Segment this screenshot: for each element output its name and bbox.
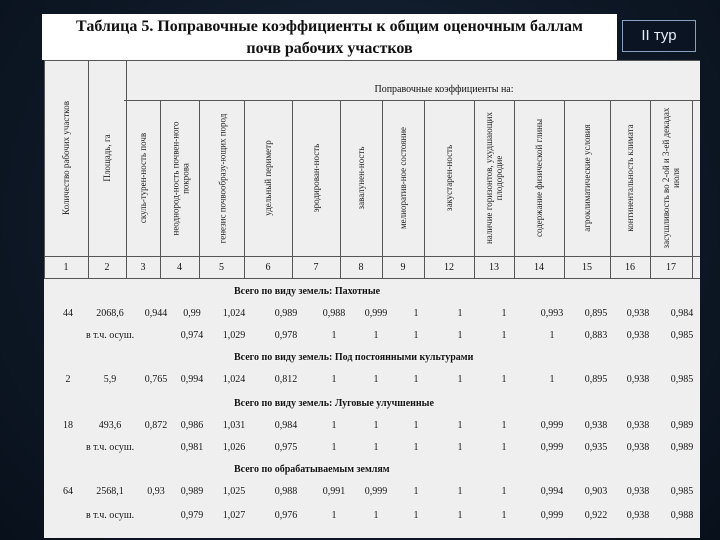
header-num-13: 13: [489, 262, 499, 273]
title-line-2: почв рабочих участков: [246, 40, 413, 57]
row-r3b-cell-7: 1: [373, 442, 379, 453]
row-r1-cell-3: 0,99: [183, 308, 201, 319]
header-vline-15: [692, 100, 693, 278]
row-r4-cell-14: 0,985: [670, 486, 694, 497]
row-r3-cell-11: 0,999: [540, 420, 564, 431]
header-num-4: 4: [177, 262, 182, 273]
row-r1b-cell-5: 0,978: [274, 330, 298, 341]
row-r4-cell-2: 0,93: [147, 486, 165, 497]
header-num-2: 2: [104, 262, 110, 273]
row-r1-cell-5: 0,989: [274, 308, 298, 319]
row-r3-cell-0: 18: [63, 420, 73, 431]
row-r2-cell-4: 1,024: [222, 374, 246, 385]
header-num-8: 8: [358, 262, 364, 273]
row-r3b-cell-13: 0,938: [626, 442, 650, 453]
row-r3-cell-2: 0,872: [144, 420, 168, 431]
nums-bottom-line: [44, 278, 700, 279]
header-col9: мелиоратив-ное состояние: [398, 126, 408, 230]
header-top-line: [44, 60, 700, 61]
row-r1-cell-6: 0,988: [322, 308, 346, 319]
row-r2-cell-14: 0,985: [670, 374, 694, 385]
row-r3-cell-1: 493,6: [98, 420, 122, 431]
header-col12: закустарен-ность: [444, 144, 454, 212]
header-col14: содержание физической глины: [534, 118, 544, 238]
row-r4b-cell-3: 0,979: [180, 510, 204, 521]
row-r2-cell-0: 2: [65, 374, 71, 385]
row-r4b-cell-12: 0,922: [584, 510, 608, 521]
title-line-1: Таблица 5. Поправочные коэффициенты к общим оценочным баллам: [76, 18, 583, 35]
row-r3b-cell-5: 0,975: [274, 442, 298, 453]
row-r3b-cell-14: 0,989: [670, 442, 694, 453]
row-r4-cell-13: 0,938: [626, 486, 650, 497]
row-r4-cell-9: 1: [457, 486, 463, 497]
section-s1: Всего по виду земель: Пахотные: [234, 286, 381, 297]
row-r1b-cell-6: 1: [331, 330, 337, 341]
header-num-5: 5: [219, 262, 224, 273]
row-r4-cell-10: 1: [501, 486, 507, 497]
row-r2-cell-9: 1: [457, 374, 463, 385]
row-r1-cell-8: 1: [413, 308, 419, 319]
header-col3: скуль-турен-ность почв: [138, 132, 148, 224]
header-col17: засушливость во 2-ой и 3-ей декадах июля: [661, 107, 681, 249]
row-r3-cell-10: 1: [501, 420, 507, 431]
row-r4b-cell-7: 1: [373, 510, 379, 521]
row-r1-cell-1: 2068,6: [96, 308, 124, 319]
header-num-9: 9: [400, 262, 406, 273]
header-num-3: 3: [140, 262, 146, 273]
row-r1-cell-10: 1: [501, 308, 507, 319]
row-r3b-cell-12: 0,935: [584, 442, 608, 453]
header-num-15: 15: [582, 262, 592, 273]
row-r4-cell-12: 0,903: [584, 486, 608, 497]
row-r2-cell-2: 0,765: [144, 374, 168, 385]
row-r1-cell-14: 0,984: [670, 308, 694, 319]
row-r1b-cell-8: 1: [413, 330, 419, 341]
row-r1-cell-12: 0,895: [584, 308, 608, 319]
row-r3-cell-7: 1: [373, 420, 379, 431]
row-r3b-cell-8: 1: [413, 442, 419, 453]
row-r1b-cell-9: 1: [457, 330, 463, 341]
row-r4b-cell-14: 0,988: [670, 510, 694, 521]
row-r3-cell-4: 1,031: [222, 420, 246, 431]
tour-badge: II тур: [622, 20, 696, 52]
row-r1b-cell-13: 0,938: [626, 330, 650, 341]
row-r2-cell-13: 0,938: [626, 374, 650, 385]
row-r2-cell-6: 1: [331, 374, 337, 385]
header-col1: Количество рабочих участков: [61, 101, 71, 215]
header-num-12: 12: [444, 262, 454, 273]
row-r1-cell-9: 1: [457, 308, 463, 319]
header-col8: завалунен-ность: [356, 146, 366, 210]
header-num-7: 7: [313, 262, 319, 273]
row-r3-cell-8: 1: [413, 420, 419, 431]
row-r3b-cell-3: 0,981: [180, 442, 204, 453]
row-r4b-cell-5: 0,976: [274, 510, 298, 521]
header-num-1: 1: [63, 262, 69, 273]
row-r4b-cell-9: 1: [457, 510, 463, 521]
row-r2-cell-10: 1: [501, 374, 507, 385]
row-r3b-cell-9: 1: [457, 442, 463, 453]
row-r4-cell-5: 0,988: [274, 486, 298, 497]
row-r3b-cell-10: 1: [501, 442, 507, 453]
row-r3-cell-5: 0,984: [274, 420, 298, 431]
row-r3-cell-3: 0,986: [180, 420, 204, 431]
row-r4b-label: в т.ч. осуш.: [85, 510, 135, 521]
header-bottom-line: [44, 256, 700, 257]
header-col13: наличие горизонтов, ухудшающих плодородие: [484, 111, 504, 245]
page-title: [42, 16, 617, 60]
section-s3: Всего по виду земель: Луговые улучшенные: [234, 398, 434, 409]
row-r4b-cell-8: 1: [413, 510, 419, 521]
row-r3b-cell-6: 1: [331, 442, 337, 453]
row-r4-cell-6: 0,991: [322, 486, 346, 497]
row-r3-cell-14: 0,989: [670, 420, 694, 431]
row-r1b-cell-14: 0,985: [670, 330, 694, 341]
row-r1b-cell-4: 1,029: [222, 330, 246, 341]
row-r1b-cell-12: 0,883: [584, 330, 608, 341]
header-col7: эродирован-ность: [311, 143, 321, 213]
row-r2-cell-12: 0,895: [584, 374, 608, 385]
header-col4: неоднород-ность почвен-ного покрова: [169, 121, 190, 235]
row-r3b-cell-4: 1,026: [222, 442, 246, 453]
row-r4-cell-0: 64: [63, 486, 73, 497]
row-r4-cell-1: 2568,1: [96, 486, 124, 497]
row-r2-cell-3: 0,994: [180, 374, 204, 385]
row-r1-cell-2: 0,944: [144, 308, 168, 319]
row-r3-cell-6: 1: [331, 420, 337, 431]
row-r2-cell-8: 1: [413, 374, 419, 385]
row-r2-cell-1: 5,9: [103, 374, 117, 385]
header-col5: генезис почвообразу-ющих пород: [216, 113, 227, 243]
row-r1-cell-11: 0,993: [540, 308, 564, 319]
row-r1-cell-7: 0,999: [364, 308, 388, 319]
row-r4b-cell-11: 0,999: [540, 510, 564, 521]
row-r4b-cell-4: 1,027: [222, 510, 246, 521]
row-r4-cell-11: 0,994: [540, 486, 564, 497]
row-r4-cell-3: 0,989: [180, 486, 204, 497]
header-col16: континентальность климата: [625, 124, 635, 232]
document-table: [44, 60, 700, 538]
header-col15: агроклиматические условия: [582, 124, 592, 232]
row-r3-cell-12: 0,938: [584, 420, 608, 431]
row-r3b-label: в т.ч. осуш.: [85, 442, 135, 453]
header-num-6: 6: [265, 262, 271, 273]
row-r3-cell-9: 1: [457, 420, 463, 431]
row-r1b-label: в т.ч. осуш.: [85, 330, 135, 341]
header-col6: удельный периметр: [263, 140, 273, 216]
row-r1-cell-13: 0,938: [626, 308, 650, 319]
row-r4b-cell-10: 1: [501, 510, 507, 521]
row-r1b-cell-10: 1: [501, 330, 507, 341]
row-r1-cell-0: 44: [63, 308, 73, 319]
row-r2-cell-11: 1: [549, 374, 555, 385]
row-r2-cell-5: 0,812: [274, 374, 298, 385]
row-r4-cell-8: 1: [413, 486, 419, 497]
row-r4b-cell-6: 1: [331, 510, 337, 521]
row-r1b-cell-7: 1: [373, 330, 379, 341]
row-r2-cell-7: 1: [373, 374, 379, 385]
row-r3b-cell-11: 0,999: [540, 442, 564, 453]
header-num-14: 14: [534, 262, 544, 273]
row-r1-cell-4: 1,024: [222, 308, 246, 319]
row-r1b-cell-3: 0,974: [180, 330, 204, 341]
header-col2: Площадь, га: [102, 134, 112, 182]
group-line: [124, 100, 700, 101]
row-r3-cell-13: 0,938: [626, 420, 650, 431]
row-r4b-cell-13: 0,938: [626, 510, 650, 521]
row-r1b-cell-11: 1: [549, 330, 555, 341]
section-s2: Всего по виду земель: Под постоянными культурами: [234, 352, 474, 363]
row-r4-cell-7: 0,999: [364, 486, 388, 497]
header-group-title: Поправочные коэффициенты на:: [374, 84, 514, 95]
section-s4: Всего по обрабатываемым землям: [234, 464, 390, 475]
row-r4-cell-4: 1,025: [222, 486, 246, 497]
header-num-17: 17: [666, 262, 676, 273]
header-num-16: 16: [625, 262, 635, 273]
